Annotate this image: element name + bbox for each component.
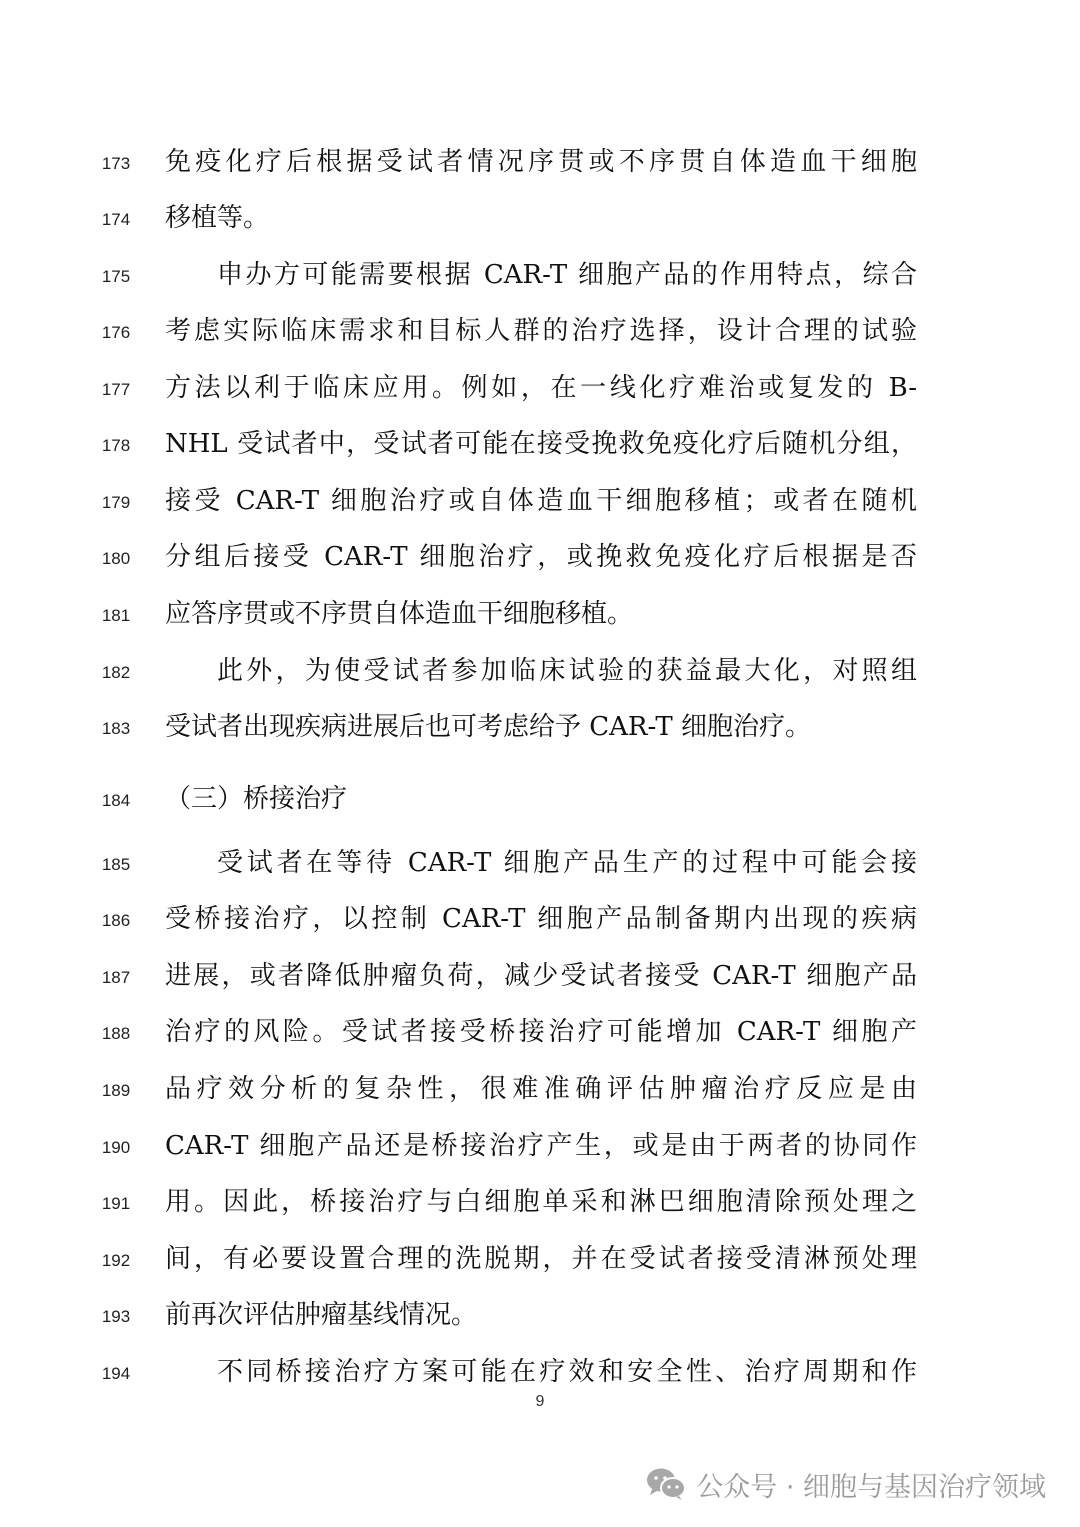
line-number: 185	[101, 855, 131, 874]
line-text: 品疗效分析的复杂性，很难准确评估肿瘤治疗反应是由	[165, 1074, 917, 1104]
line-text: 前再次评估肿瘤基线情况。	[165, 1300, 478, 1330]
line-text: 受桥接治疗，以控制 CAR-T 细胞产品制备期内出现的疾病	[165, 904, 917, 934]
page-number: 9	[535, 1393, 545, 1410]
watermark-text: 公众号 · 细胞与基因治疗领域	[696, 1471, 1046, 1503]
line-text: 受试者出现疾病进展后也可考虑给予 CAR-T 细胞治疗。	[165, 712, 811, 742]
line-text: 免疫化疗后根据受试者情况序贯或不序贯自体造血干细胞	[165, 147, 917, 177]
line-number: 178	[101, 436, 131, 455]
line-text: 此外，为使受试者参加临床试验的获益最大化，对照组	[217, 656, 917, 686]
line-text: 方法以利于临床应用。例如，在一线化疗难治或复发的 B-	[165, 373, 917, 403]
line-number: 173	[101, 154, 131, 173]
line-text: 接受 CAR-T 细胞治疗或自体造血干细胞移植；或者在随机	[165, 486, 917, 516]
line-number: 187	[101, 968, 131, 987]
line-number: 188	[101, 1024, 131, 1043]
line-text: 移植等。	[165, 203, 270, 233]
line-text: NHL 受试者中，受试者可能在接受挽救免疫化疗后随机分组，	[165, 429, 917, 459]
text-line	[0, 198, 1080, 238]
line-number: 194	[101, 1364, 131, 1383]
text-line	[0, 1182, 1080, 1222]
text-line	[0, 142, 1080, 182]
line-number: 191	[101, 1194, 131, 1213]
watermark	[646, 1462, 1046, 1506]
line-number: 174	[101, 210, 131, 229]
line-text: CAR-T 细胞产品还是桥接治疗产生，或是由于两者的协同作	[165, 1131, 917, 1161]
text-line	[0, 311, 1080, 351]
text-line	[0, 1352, 1080, 1392]
line-text: 间，有必要设置合理的洗脱期，并在受试者接受清淋预处理	[165, 1244, 917, 1274]
text-line	[0, 707, 1080, 747]
line-number: 181	[101, 606, 131, 625]
text-line	[0, 255, 1080, 295]
heading-text: （三）桥接治疗	[165, 784, 348, 814]
section-heading	[0, 779, 1080, 819]
text-line	[0, 481, 1080, 521]
line-number: 193	[101, 1307, 131, 1326]
text-line	[0, 956, 1080, 996]
text-line	[0, 899, 1080, 939]
line-text: 治疗的风险。受试者接受桥接治疗可能增加 CAR-T 细胞产	[165, 1017, 917, 1047]
line-number: 177	[101, 380, 131, 399]
line-number: 175	[101, 267, 131, 286]
line-text: 进展，或者降低肿瘤负荷，减少受试者接受 CAR-T 细胞产品	[165, 961, 917, 991]
line-number: 189	[101, 1081, 131, 1100]
line-number: 179	[101, 493, 131, 512]
text-line	[0, 1295, 1080, 1335]
line-text: 分组后接受 CAR-T 细胞治疗，或挽救免疫化疗后根据是否	[165, 542, 917, 572]
line-number: 183	[101, 719, 131, 738]
text-line	[0, 368, 1080, 408]
line-number: 182	[101, 663, 131, 682]
line-number: 180	[101, 549, 131, 568]
text-line	[0, 1069, 1080, 1109]
line-text: 受试者在等待 CAR-T 细胞产品生产的过程中可能会接	[217, 848, 917, 878]
text-line	[0, 424, 1080, 464]
line-text: 考虑实际临床需求和目标人群的治疗选择，设计合理的试验	[165, 316, 917, 346]
text-line	[0, 651, 1080, 691]
text-line	[0, 1012, 1080, 1052]
line-number: 192	[101, 1251, 131, 1270]
line-text: 不同桥接治疗方案可能在疗效和安全性、治疗周期和作	[217, 1357, 917, 1387]
text-line	[0, 1126, 1080, 1166]
line-text: 应答序贯或不序贯自体造血干细胞移植。	[165, 599, 634, 629]
line-number: 176	[101, 323, 131, 342]
line-text: 申办方可能需要根据 CAR-T 细胞产品的作用特点，综合	[217, 260, 917, 290]
line-number: 184	[101, 791, 131, 810]
wechat-icon	[646, 1467, 686, 1501]
text-line	[0, 594, 1080, 634]
line-number: 186	[101, 911, 131, 930]
text-line	[0, 1239, 1080, 1279]
line-text: 用。因此，桥接治疗与白细胞单采和淋巴细胞清除预处理之	[165, 1187, 917, 1217]
text-line	[0, 537, 1080, 577]
line-number: 190	[101, 1138, 131, 1157]
text-line	[0, 843, 1080, 883]
